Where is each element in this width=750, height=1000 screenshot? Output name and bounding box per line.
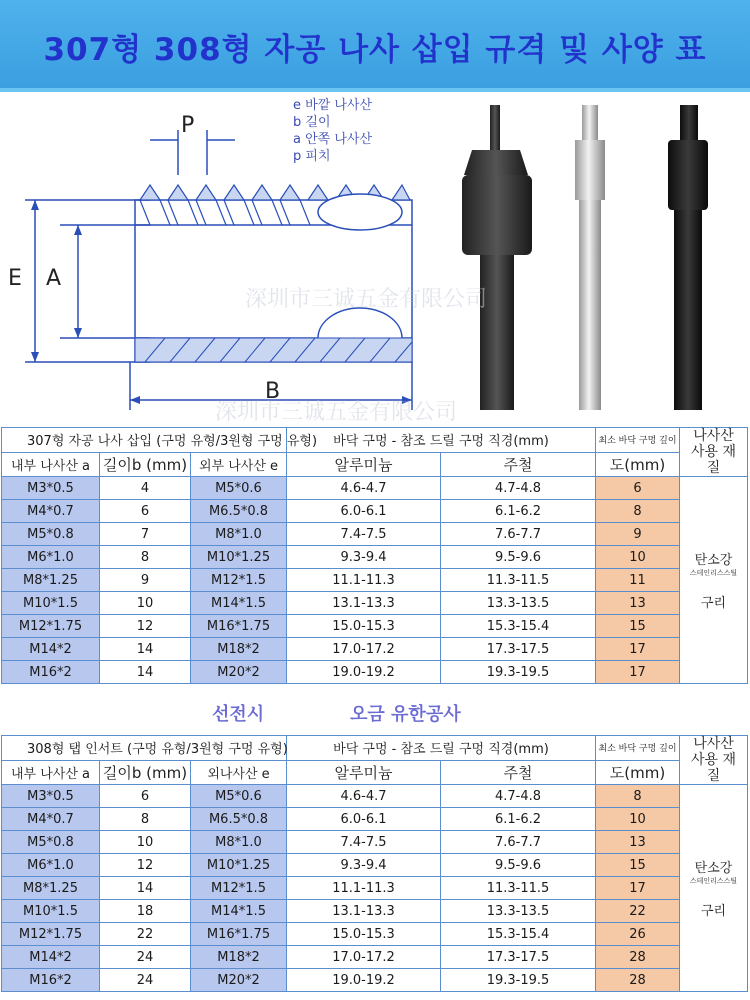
table-row — [2, 808, 748, 831]
col-depth: 도(mm) — [596, 452, 680, 477]
tool-3-stud — [680, 105, 698, 140]
table-row — [2, 831, 748, 854]
table-cell: 22 — [596, 900, 680, 923]
table-cell: 15 — [596, 854, 680, 877]
col-length: 길이b (mm) — [100, 452, 191, 477]
table-cell: 6 — [100, 500, 191, 523]
material-item: 스테인리스스틸 — [689, 569, 738, 577]
legend-item: p 피치 — [293, 149, 331, 164]
table-cell: 9.3-9.4 — [287, 854, 441, 877]
table-row — [2, 615, 748, 638]
table-cell: 14 — [100, 661, 191, 684]
table-cell: M12*1.5 — [191, 569, 287, 592]
watermark: 深圳市三诚五金有限公司 — [245, 287, 488, 312]
material-cell — [680, 785, 748, 992]
watermark: 深圳市三诚五金有限公司 — [215, 400, 458, 425]
table-row — [2, 969, 748, 992]
table-cell: 11.3-11.5 — [441, 877, 596, 900]
table-cell: 10 — [596, 546, 680, 569]
table-cell: 13.1-13.3 — [287, 592, 441, 615]
table-cell: M14*1.5 — [191, 900, 287, 923]
tool-1-stud — [490, 105, 500, 150]
table-cell: M4*0.7 — [2, 500, 100, 523]
table-cell: 17 — [596, 877, 680, 900]
tool-2-stud — [582, 105, 598, 140]
table-title: 308형 탭 인서트 (구멍 유형/3원형 구멍 유형) — [2, 736, 287, 761]
legend-item: a 안쪽 나사산 — [293, 132, 373, 147]
table-row — [2, 569, 748, 592]
table-row — [2, 546, 748, 569]
table-cell: M18*2 — [191, 946, 287, 969]
material-item: 탄소강 — [694, 861, 733, 876]
table-cell: 6.0-6.1 — [287, 808, 441, 831]
depth-header: 최소 바닥 구멍 깊이 — [596, 736, 680, 761]
table-cell: 4.6-4.7 — [287, 785, 441, 808]
table-cell: 4.7-4.8 — [441, 477, 596, 500]
table-cell: 17 — [596, 638, 680, 661]
table-cell: 24 — [100, 946, 191, 969]
table-cell: 9.3-9.4 — [287, 546, 441, 569]
table-cell: 12 — [100, 615, 191, 638]
col-cast-iron: 주철 — [441, 760, 596, 785]
table-cell: 7 — [100, 523, 191, 546]
table-cell: M6.5*0.8 — [191, 500, 287, 523]
table-cell: 13 — [596, 592, 680, 615]
table-cell: 17 — [596, 661, 680, 684]
table-cell: 6.1-6.2 — [441, 808, 596, 831]
table-cell: 19.0-19.2 — [287, 969, 441, 992]
drill-header: 바닥 구멍 - 참조 드릴 구멍 직경(mm) — [287, 736, 596, 761]
table-cell: M16*1.75 — [191, 615, 287, 638]
table-cell: M5*0.8 — [2, 831, 100, 854]
table-cell: 8 — [100, 808, 191, 831]
table-cell: 14 — [100, 877, 191, 900]
table-cell: 7.6-7.7 — [441, 831, 596, 854]
col-inner-thread: 내부 나사산 a — [2, 452, 100, 477]
table-cell: M8*1.0 — [191, 523, 287, 546]
table-cell: 4.6-4.7 — [287, 477, 441, 500]
tool-1-shank — [480, 255, 514, 410]
table-row — [2, 638, 748, 661]
table-cell: M5*0.6 — [191, 785, 287, 808]
col-depth: 도(mm) — [596, 760, 680, 785]
table-cell: 11.1-11.3 — [287, 569, 441, 592]
company-name: 오금 유한공사 — [350, 704, 461, 725]
table-cell: 7.6-7.7 — [441, 523, 596, 546]
depth-header: 최소 바닥 구멍 깊이 — [596, 428, 680, 453]
table-cell: 9 — [100, 569, 191, 592]
table-cell: 11 — [596, 569, 680, 592]
table-cell: 14 — [100, 638, 191, 661]
table-cell: 8 — [100, 546, 191, 569]
page-title: 307형 308형 자공 나사 삽입 규격 및 사양 표 — [43, 32, 707, 68]
tool-1-body — [462, 175, 532, 255]
table-cell: 24 — [100, 969, 191, 992]
table-cell: M5*0.6 — [191, 477, 287, 500]
drill-header: 바닥 구멍 - 참조 드릴 구멍 직경(mm) — [287, 428, 596, 453]
table-row — [2, 661, 748, 684]
label-a: A — [46, 266, 62, 291]
table-cell: 6 — [596, 477, 680, 500]
table-cell: M14*1.5 — [191, 592, 287, 615]
table-cell: M10*1.25 — [191, 854, 287, 877]
table-cell: 19.0-19.2 — [287, 661, 441, 684]
material-item: 구리 — [700, 596, 727, 611]
table-cell: M16*2 — [2, 661, 100, 684]
table-cell: 17.3-17.5 — [441, 946, 596, 969]
table-cell: M18*2 — [191, 638, 287, 661]
table-cell: 11.1-11.3 — [287, 877, 441, 900]
table-cell: 10 — [100, 592, 191, 615]
table-cell: M6*1.0 — [2, 546, 100, 569]
table-cell: 11.3-11.5 — [441, 569, 596, 592]
table-row — [2, 500, 748, 523]
col-outer-thread: 외부 나사산 e — [191, 452, 287, 477]
table-cell: 13 — [596, 831, 680, 854]
table-row — [2, 854, 748, 877]
table-cell: M4*0.7 — [2, 808, 100, 831]
table-cell: M16*1.75 — [191, 923, 287, 946]
table-cell: 6.1-6.2 — [441, 500, 596, 523]
col-cast-iron: 주철 — [441, 452, 596, 477]
table-cell: 28 — [596, 946, 680, 969]
table-cell: 26 — [596, 923, 680, 946]
table-row — [2, 923, 748, 946]
installation-tools-image — [440, 100, 750, 420]
table-cell: 8 — [596, 500, 680, 523]
col-aluminum: 알루미늄 — [287, 760, 441, 785]
col-length: 길이b (mm) — [100, 760, 191, 785]
table-cell: 8 — [596, 785, 680, 808]
table-cell: M6.5*0.8 — [191, 808, 287, 831]
table-cell: M20*2 — [191, 661, 287, 684]
company-city: 선전시 — [212, 704, 265, 725]
table-cell: 13.1-13.3 — [287, 900, 441, 923]
table-cell: 10 — [596, 808, 680, 831]
diagram-legend — [293, 97, 372, 165]
table-cell: 10 — [100, 831, 191, 854]
table-cell: 15 — [596, 615, 680, 638]
tool-3-hex — [668, 140, 708, 210]
table-cell: M8*1.25 — [2, 877, 100, 900]
tool-2-hex — [575, 140, 605, 200]
table-title: 307형 자공 나사 삽입 (구멍 유형/3원형 구멍 유형) — [2, 428, 287, 453]
table-cell: 19.3-19.5 — [441, 661, 596, 684]
table-row — [2, 946, 748, 969]
table-row — [2, 477, 748, 500]
table-cell: 6 — [100, 785, 191, 808]
material-item: 스테인리스스틸 — [689, 877, 738, 885]
table-cell: 15.3-15.4 — [441, 615, 596, 638]
spec-table-308 — [1, 735, 748, 992]
tool-2-shank — [579, 200, 601, 410]
title-banner — [0, 0, 750, 92]
table-cell: 9.5-9.6 — [441, 546, 596, 569]
col-aluminum: 알루미늄 — [287, 452, 441, 477]
table-cell: M12*1.75 — [2, 923, 100, 946]
table-cell: 17.0-17.2 — [287, 946, 441, 969]
label-p: P — [181, 113, 195, 138]
table-row — [2, 900, 748, 923]
table-row — [2, 785, 748, 808]
table-cell: M20*2 — [191, 969, 287, 992]
material-cell — [680, 477, 748, 684]
table-cell: 13.3-13.5 — [441, 900, 596, 923]
legend-item: b 길이 — [293, 115, 331, 130]
table-cell: 15.0-15.3 — [287, 923, 441, 946]
table-cell: M10*1.5 — [2, 592, 100, 615]
table-cell: 13.3-13.5 — [441, 592, 596, 615]
table-cell: 18 — [100, 900, 191, 923]
table-cell: 17.0-17.2 — [287, 638, 441, 661]
table-cell: M12*1.5 — [191, 877, 287, 900]
table-row — [2, 523, 748, 546]
table-cell: 15.0-15.3 — [287, 615, 441, 638]
table-cell: 28 — [596, 969, 680, 992]
table-cell: 12 — [100, 854, 191, 877]
table-cell: M10*1.5 — [2, 900, 100, 923]
label-e: E — [8, 266, 22, 291]
table-cell: 9.5-9.6 — [441, 854, 596, 877]
table-cell: M3*0.5 — [2, 785, 100, 808]
table-cell: M8*1.0 — [191, 831, 287, 854]
table-cell: 6.0-6.1 — [287, 500, 441, 523]
table-cell: M6*1.0 — [2, 854, 100, 877]
table-cell: M8*1.25 — [2, 569, 100, 592]
table-row — [2, 592, 748, 615]
material-header: 나사산 사용 재질 — [680, 736, 748, 785]
table-cell: 19.3-19.5 — [441, 969, 596, 992]
col-inner-thread: 내부 나사산 a — [2, 760, 100, 785]
table-cell: 15.3-15.4 — [441, 923, 596, 946]
table-cell: M14*2 — [2, 638, 100, 661]
material-header: 나사산 사용 재질 — [680, 428, 748, 477]
table-cell: 17.3-17.5 — [441, 638, 596, 661]
table-cell: M3*0.5 — [2, 477, 100, 500]
material-item: 탄소강 — [694, 553, 733, 568]
legend-item: e 바깥 나사산 — [293, 98, 373, 113]
col-outer-thread: 외나사산 e — [191, 760, 287, 785]
table-cell: M10*1.25 — [191, 546, 287, 569]
table-cell: M5*0.8 — [2, 523, 100, 546]
table-cell: 22 — [100, 923, 191, 946]
table-cell: 4 — [100, 477, 191, 500]
material-item: 구리 — [700, 904, 727, 919]
table-cell: 9 — [596, 523, 680, 546]
table-cell: M14*2 — [2, 946, 100, 969]
table-cell: 7.4-7.5 — [287, 523, 441, 546]
spec-table-307 — [1, 427, 748, 684]
label-b: B — [265, 379, 281, 404]
table-cell: M16*2 — [2, 969, 100, 992]
table-cell: M12*1.75 — [2, 615, 100, 638]
table-cell: 7.4-7.5 — [287, 831, 441, 854]
table-row — [2, 877, 748, 900]
tool-3-shank — [674, 210, 702, 410]
table-cell: 4.7-4.8 — [441, 785, 596, 808]
